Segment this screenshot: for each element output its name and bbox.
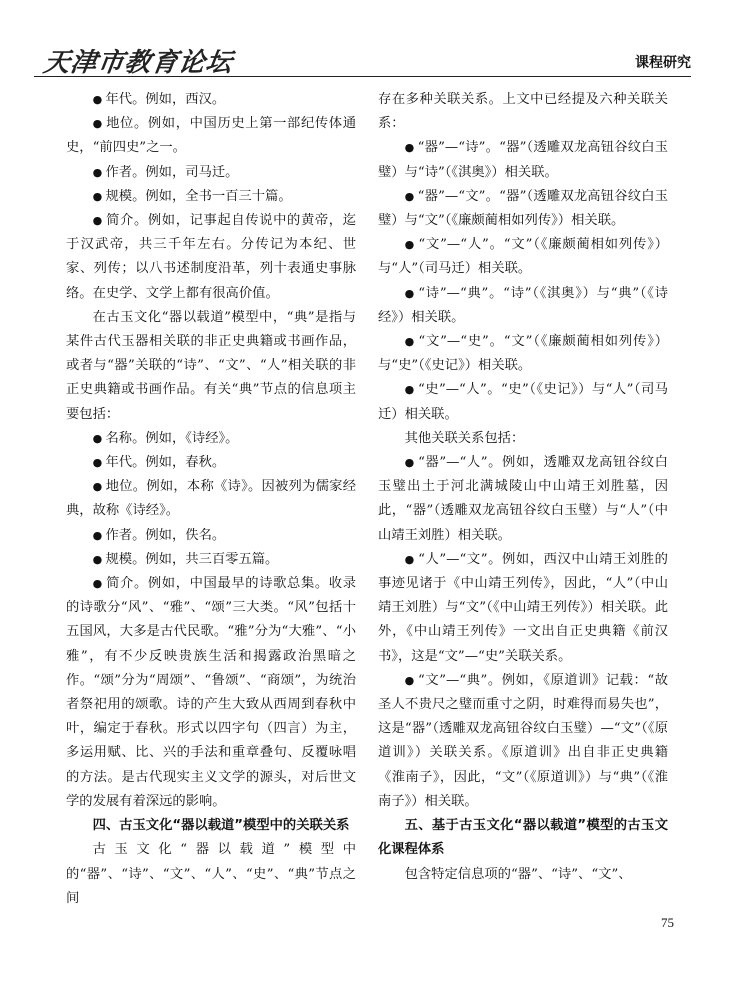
journal-logo: 天津市教育论坛 (41, 48, 235, 78)
bullet-item: ● “文”—“人”。“文”（《廉颇蔺相如列传》）与“人”（司马迁）相关联。 (378, 233, 668, 281)
page-number: 75 (661, 915, 674, 930)
bullet-item: ● 年代。例如，西汉。 (66, 88, 356, 112)
section-heading: 五、基于古玉文化“器以载道”模型的古玉文化课程体系 (378, 818, 668, 858)
bullet-item: ● 规模。例如，全书一百三十篇。 (66, 185, 356, 209)
bullet-item: ● 规模。例如，共三百零五篇。 (66, 548, 356, 572)
section-heading: 四、古玉文化“器以载道”模型中的关联关系 (92, 818, 350, 834)
bullet-item: ● 简介。例如，记事起自传说中的黄帝，迄于汉武帝，共三千年左右。分传记为本纪、世家、列传；以八书述制度沿革，列十表通史事脉络。在史学、文学上都有很高价值。 (66, 209, 356, 306)
bullet-item: ● “文”—“史”。“文”（《廉颇蔺相如列传》）与“史”（《史记》）相关联。 (378, 330, 668, 378)
bullet-item: ● 简介。例如，中国最早的诗歌总集。收录的诗歌分“风”、“雅”、“颂”三大类。“风”包括十五国风，大多是古代民歌。“雅”分为“大雅”、“小雅”，有不少反映贵族生活和揭露政治黑暗之作。“颂”分为“周颂”、“鲁颂”、“商颂”，为统治者祭祀用的颂歌。诗的产生大致从西周到春秋中叶，编定于春秋。形式以四字句（四言）为主，多运用赋、比、兴的手法和重章叠句、反覆咏唱的方法。是古代现实主义文学的源头，对后世文学的发展有着深远的影响。 (66, 572, 356, 814)
paragraph-continued: 存在多种关联关系。上文中已经提及六种关联关系： (378, 92, 668, 132)
section-label: 课程研究 (635, 55, 691, 71)
bullet-item: ● 地位。例如，本称《诗》。因被列为儒家经典，故称《诗经》。 (66, 475, 356, 523)
bullet-item: ● “器”—“文”。“器”（透雕双龙高钮谷纹白玉璧）与“文”（《廉颇蔺相如列传》）相关联。 (378, 185, 668, 233)
header-rule (34, 76, 691, 77)
left-column (66, 88, 356, 911)
bullet-item: ● 名称。例如，《诗经》。 (66, 427, 356, 451)
right-column (378, 88, 668, 887)
bullet-item: ● 年代。例如，春秋。 (66, 451, 356, 475)
page-header (34, 38, 691, 78)
bullet-item: ● 作者。例如，佚名。 (66, 524, 356, 548)
bullet-item: ● “诗”—“典”。“诗”（《淇奥》）与“典”（《诗经》）相关联。 (378, 282, 668, 330)
bullet-item: ● “器”—“诗”。“器”（透雕双龙高钮谷纹白玉璧）与“诗”（《淇奥》）相关联。 (378, 136, 668, 184)
bullet-item: ● “器”—“人”。例如，透雕双龙高钮谷纹白玉璧出土于河北满城陵山中山靖王刘胜墓，因此，“器”（透雕双龙高钮谷纹白玉璧）与“人”（中山靖王刘胜）相关联。 (378, 451, 668, 548)
bullet-item: ● “史”—“人”。“史”（《史记》）与“人”（司马迁）相关联。 (378, 378, 668, 426)
paragraph: 在古玉文化“器以载道”模型中，“典”是指与某件古代玉器相关联的非正史典籍或书画作品，或者与“器”关联的“诗”、“文”、“人”相关联的非正史典籍或书画作品。有关“典”节点的信息项主要包括： (66, 309, 356, 422)
bullet-item: ● 作者。例如，司马迁。 (66, 161, 356, 185)
bullet-item: ● “人”—“文”。例如，西汉中山靖王刘胜的事迹见诸于《中山靖王列传》，因此，“人”（中山靖王刘胜）与“文”（《中山靖王列传》）相关联。此外，《中山靖王列传》一文出自正史典籍《前汉书》，这是“文”—“史”关联关系。 (378, 548, 668, 669)
bullet-item: ● “文”—“典”。例如，《原道训》记载：“故圣人不贵尺之璧而重寸之阴，时难得而易失也”，这是“器”（透雕双龙高钮谷纹白玉璧）—“文”（《原道训》）关联关系。《原道训》出自非正史典籍《淮南子》，因此，“文”（《原道训》）与“典”（《淮南子》）相关联。 (378, 669, 668, 814)
paragraph: 古玉文化“器以载道”模型中的“器”、“诗”、“文”、“人”、“史”、“典”节点之间 (66, 842, 356, 906)
paragraph: 包含特定信息项的“器”、“诗”、“文”、 (404, 866, 632, 882)
bullet-item: ● 地位。例如，中国历史上第一部纪传体通史，“前四史”之一。 (66, 112, 356, 160)
paragraph: 其他关联关系包括： (404, 430, 525, 446)
